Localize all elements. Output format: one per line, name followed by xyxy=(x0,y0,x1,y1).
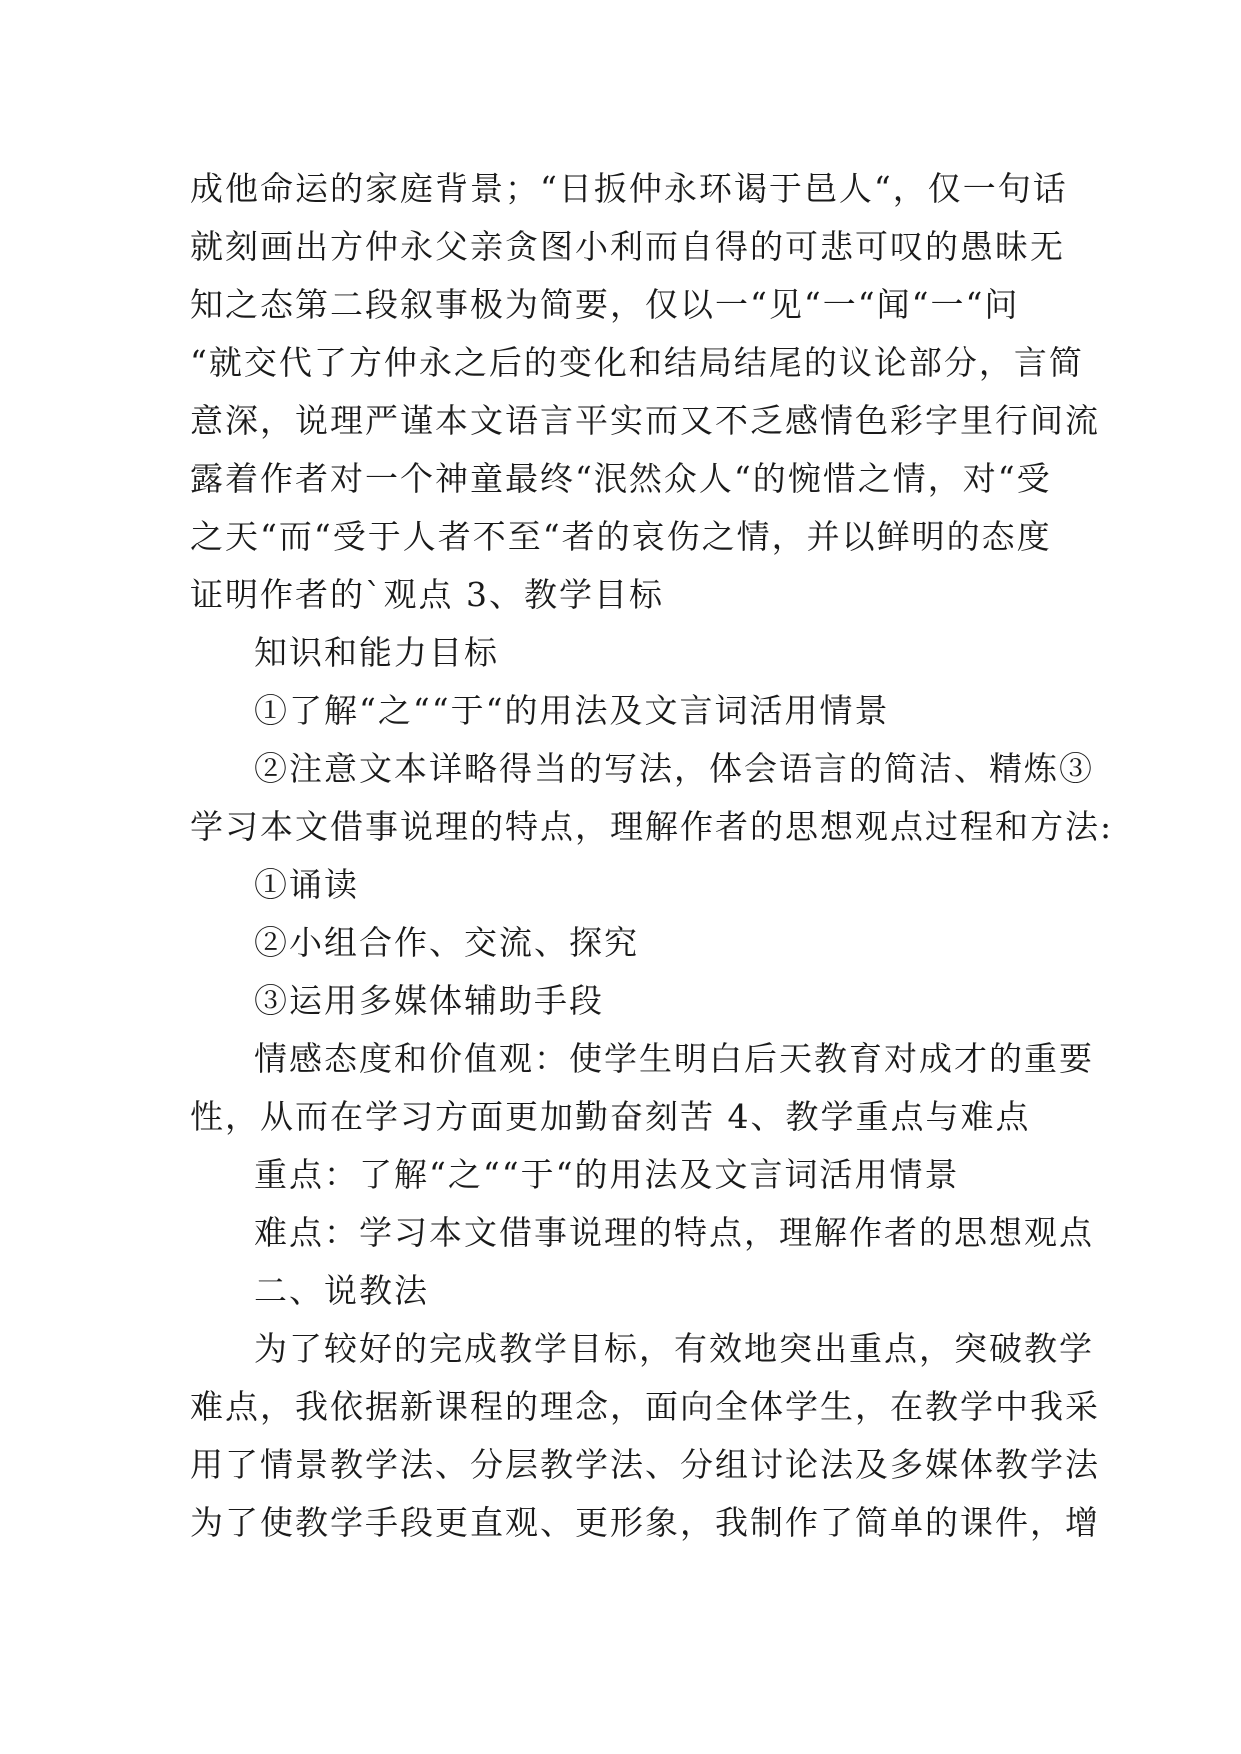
text-line: 难点：学习本文借事说理的特点，理解作者的思想观点 xyxy=(254,1213,1094,1252)
text-line: 证明作者的`观点 3、教学目标 xyxy=(190,575,664,614)
text-line: 意深，说理严谨本文语言平实而又不乏感情色彩字里行间流 xyxy=(190,401,1100,440)
text-line: 重点：了解“之““于“的用法及文言词活用情景 xyxy=(254,1155,960,1194)
text-line: ③运用多媒体辅助手段 xyxy=(254,981,604,1020)
text-line: 性，从而在学习方面更加勤奋刻苦 4、教学重点与难点 xyxy=(190,1097,1031,1136)
text-line: 知识和能力目标 xyxy=(254,633,499,672)
text-line: “就交代了方仲永之后的变化和结局结尾的议论部分，言简 xyxy=(190,343,1084,382)
text-line: 为了使教学手段更直观、更形象，我制作了简单的课件，增 xyxy=(190,1503,1100,1542)
text-line: ②小组合作、交流、探究 xyxy=(254,923,639,962)
text-line: ①诵读 xyxy=(254,865,359,904)
text-line: ②注意文本详略得当的写法，体会语言的简洁、精炼③ xyxy=(254,749,1094,788)
text-line: 露着作者对一个神童最终“泯然众人“的惋惜之情，对“受 xyxy=(190,459,1052,498)
text-line: 之天“而“受于人者不至“者的哀伤之情，并以鲜明的态度 xyxy=(190,517,1052,556)
text-line: 情感态度和价值观：使学生明白后天教育对成才的重要 xyxy=(254,1039,1094,1078)
text-line: 学习本文借事说理的特点，理解作者的思想观点过程和方法: xyxy=(190,807,1114,846)
text-line: 就刻画出方仲永父亲贪图小利而自得的可悲可叹的愚昧无 xyxy=(190,227,1065,266)
section-heading: 二、说教法 xyxy=(254,1271,429,1310)
text-line: 知之态第二段叙事极为简要，仅以一“见“一“闻“一“问 xyxy=(190,285,1020,324)
document-body xyxy=(190,160,1114,1552)
text-line: 为了较好的完成教学目标，有效地突出重点，突破教学 xyxy=(254,1329,1094,1368)
text-line: 难点，我依据新课程的理念，面向全体学生，在教学中我采 xyxy=(190,1387,1100,1426)
text-line: ①了解“之““于“的用法及文言词活用情景 xyxy=(254,691,890,730)
text-line: 用了情景教学法、分层教学法、分组讨论法及多媒体教学法 xyxy=(190,1445,1100,1484)
text-line: 成他命运的家庭背景；“日扳仲永环谒于邑人“，仅一句话 xyxy=(190,169,1068,208)
